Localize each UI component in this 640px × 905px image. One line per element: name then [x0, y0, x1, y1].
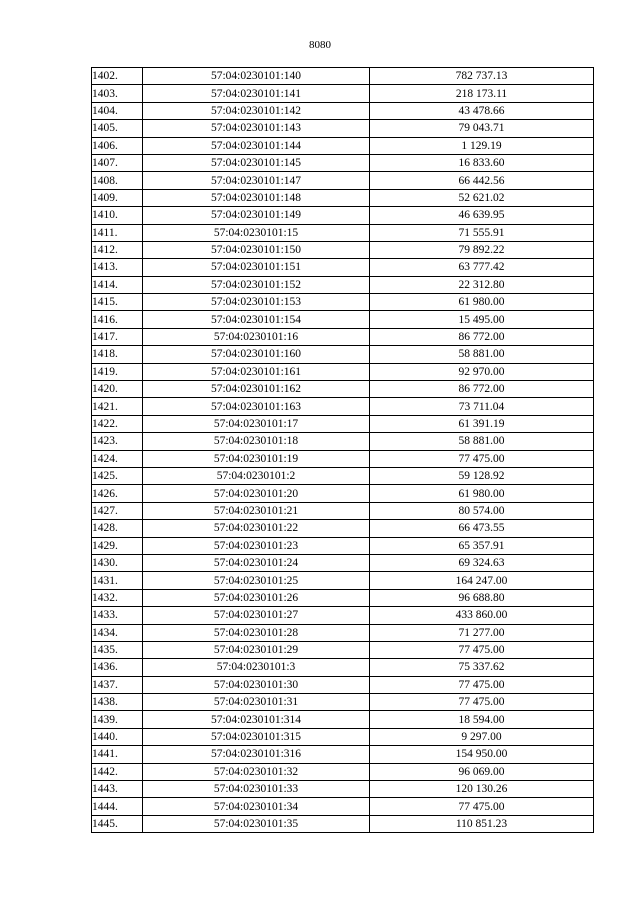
row-number-cell: 1430.: [92, 554, 143, 571]
row-number-cell: 1413.: [92, 259, 143, 276]
table-row: [92, 294, 594, 311]
table-row: [92, 328, 594, 345]
row-number-cell: 1417.: [92, 328, 143, 345]
cadastral-value-cell: 22 312.80: [370, 276, 594, 293]
cadastral-number-cell: 57:04:0230101:154: [143, 311, 370, 328]
table-row: [92, 68, 594, 85]
row-number-cell: 1442.: [92, 763, 143, 780]
table-row: [92, 554, 594, 571]
row-number-cell: 1427.: [92, 502, 143, 519]
row-number-cell: 1441.: [92, 746, 143, 763]
cadastral-number-cell: 57:04:0230101:20: [143, 485, 370, 502]
cadastral-value-cell: 77 475.00: [370, 450, 594, 467]
row-number-cell: 1436.: [92, 659, 143, 676]
table-row: [92, 694, 594, 711]
cadastral-value-cell: 58 881.00: [370, 433, 594, 450]
table-row: [92, 798, 594, 815]
table-row: [92, 381, 594, 398]
cadastral-value-cell: 63 777.42: [370, 259, 594, 276]
cadastral-number-cell: 57:04:0230101:145: [143, 154, 370, 171]
cadastral-number-cell: 57:04:0230101:15: [143, 224, 370, 241]
cadastral-value-cell: 15 495.00: [370, 311, 594, 328]
row-number-cell: 1433.: [92, 607, 143, 624]
row-number-cell: 1423.: [92, 433, 143, 450]
cadastral-value-cell: 66 473.55: [370, 520, 594, 537]
cadastral-value-table: [91, 67, 594, 833]
table-row: [92, 589, 594, 606]
cadastral-number-cell: 57:04:0230101:148: [143, 189, 370, 206]
cadastral-value-cell: 18 594.00: [370, 711, 594, 728]
cadastral-number-cell: 57:04:0230101:151: [143, 259, 370, 276]
table-row: [92, 276, 594, 293]
row-number-cell: 1432.: [92, 589, 143, 606]
table-body: [92, 68, 594, 833]
table-row: [92, 572, 594, 589]
cadastral-value-cell: 61 980.00: [370, 294, 594, 311]
cadastral-value-cell: 71 277.00: [370, 624, 594, 641]
table-row: [92, 172, 594, 189]
cadastral-value-cell: 164 247.00: [370, 572, 594, 589]
row-number-cell: 1411.: [92, 224, 143, 241]
row-number-cell: 1444.: [92, 798, 143, 815]
cadastral-value-cell: 79 892.22: [370, 241, 594, 258]
row-number-cell: 1439.: [92, 711, 143, 728]
row-number-cell: 1402.: [92, 68, 143, 85]
table-row: [92, 781, 594, 798]
cadastral-number-cell: 57:04:0230101:315: [143, 728, 370, 745]
cadastral-number-cell: 57:04:0230101:25: [143, 572, 370, 589]
table-row: [92, 624, 594, 641]
cadastral-value-cell: 96 069.00: [370, 763, 594, 780]
row-number-cell: 1422.: [92, 415, 143, 432]
cadastral-number-cell: 57:04:0230101:16: [143, 328, 370, 345]
table-row: [92, 207, 594, 224]
cadastral-value-cell: 77 475.00: [370, 676, 594, 693]
row-number-cell: 1429.: [92, 537, 143, 554]
table-row: [92, 433, 594, 450]
cadastral-number-cell: 57:04:0230101:24: [143, 554, 370, 571]
cadastral-number-cell: 57:04:0230101:22: [143, 520, 370, 537]
row-number-cell: 1419.: [92, 363, 143, 380]
cadastral-number-cell: 57:04:0230101:21: [143, 502, 370, 519]
row-number-cell: 1445.: [92, 815, 143, 832]
table-row: [92, 154, 594, 171]
cadastral-number-cell: 57:04:0230101:160: [143, 346, 370, 363]
cadastral-value-cell: 433 860.00: [370, 607, 594, 624]
cadastral-number-cell: 57:04:0230101:163: [143, 398, 370, 415]
cadastral-number-cell: 57:04:0230101:35: [143, 815, 370, 832]
row-number-cell: 1437.: [92, 676, 143, 693]
cadastral-value-cell: 61 980.00: [370, 485, 594, 502]
cadastral-value-cell: 61 391.19: [370, 415, 594, 432]
row-number-cell: 1435.: [92, 641, 143, 658]
table-row: [92, 607, 594, 624]
cadastral-number-cell: 57:04:0230101:34: [143, 798, 370, 815]
cadastral-number-cell: 57:04:0230101:150: [143, 241, 370, 258]
cadastral-number-cell: 57:04:0230101:149: [143, 207, 370, 224]
cadastral-value-cell: 59 128.92: [370, 467, 594, 484]
row-number-cell: 1438.: [92, 694, 143, 711]
row-number-cell: 1409.: [92, 189, 143, 206]
row-number-cell: 1414.: [92, 276, 143, 293]
row-number-cell: 1405.: [92, 120, 143, 137]
cadastral-number-cell: 57:04:0230101:152: [143, 276, 370, 293]
row-number-cell: 1407.: [92, 154, 143, 171]
row-number-cell: 1420.: [92, 381, 143, 398]
cadastral-value-cell: 73 711.04: [370, 398, 594, 415]
table-row: [92, 189, 594, 206]
cadastral-number-cell: 57:04:0230101:26: [143, 589, 370, 606]
table-row: [92, 763, 594, 780]
cadastral-value-cell: 218 173.11: [370, 85, 594, 102]
cadastral-value-cell: 1 129.19: [370, 137, 594, 154]
row-number-cell: 1425.: [92, 467, 143, 484]
cadastral-number-cell: 57:04:0230101:19: [143, 450, 370, 467]
table-row: [92, 311, 594, 328]
cadastral-value-cell: 71 555.91: [370, 224, 594, 241]
table-row: [92, 102, 594, 119]
table-row: [92, 415, 594, 432]
cadastral-number-cell: 57:04:0230101:161: [143, 363, 370, 380]
cadastral-number-cell: 57:04:0230101:141: [143, 85, 370, 102]
row-number-cell: 1412.: [92, 241, 143, 258]
cadastral-number-cell: 57:04:0230101:147: [143, 172, 370, 189]
cadastral-number-cell: 57:04:0230101:17: [143, 415, 370, 432]
row-number-cell: 1443.: [92, 781, 143, 798]
table-row: [92, 241, 594, 258]
table-row: [92, 659, 594, 676]
cadastral-value-cell: 77 475.00: [370, 798, 594, 815]
table-row: [92, 120, 594, 137]
cadastral-value-cell: 782 737.13: [370, 68, 594, 85]
row-number-cell: 1434.: [92, 624, 143, 641]
cadastral-number-cell: 57:04:0230101:2: [143, 467, 370, 484]
cadastral-number-cell: 57:04:0230101:27: [143, 607, 370, 624]
cadastral-number-cell: 57:04:0230101:143: [143, 120, 370, 137]
cadastral-number-cell: 57:04:0230101:33: [143, 781, 370, 798]
row-number-cell: 1440.: [92, 728, 143, 745]
row-number-cell: 1416.: [92, 311, 143, 328]
cadastral-value-cell: 58 881.00: [370, 346, 594, 363]
table-row: [92, 676, 594, 693]
cadastral-value-cell: 92 970.00: [370, 363, 594, 380]
cadastral-value-cell: 69 324.63: [370, 554, 594, 571]
cadastral-number-cell: 57:04:0230101:23: [143, 537, 370, 554]
cadastral-number-cell: 57:04:0230101:153: [143, 294, 370, 311]
row-number-cell: 1403.: [92, 85, 143, 102]
cadastral-number-cell: 57:04:0230101:142: [143, 102, 370, 119]
cadastral-number-cell: 57:04:0230101:144: [143, 137, 370, 154]
table-row: [92, 398, 594, 415]
table-row: [92, 641, 594, 658]
table-row: [92, 537, 594, 554]
cadastral-number-cell: 57:04:0230101:314: [143, 711, 370, 728]
cadastral-value-cell: 77 475.00: [370, 641, 594, 658]
cadastral-value-cell: 110 851.23: [370, 815, 594, 832]
cadastral-value-cell: 86 772.00: [370, 328, 594, 345]
cadastral-value-cell: 9 297.00: [370, 728, 594, 745]
cadastral-value-cell: 66 442.56: [370, 172, 594, 189]
cadastral-number-cell: 57:04:0230101:32: [143, 763, 370, 780]
table-row: [92, 502, 594, 519]
cadastral-value-cell: 86 772.00: [370, 381, 594, 398]
table-row: [92, 711, 594, 728]
table-row: [92, 815, 594, 832]
cadastral-value-cell: 79 043.71: [370, 120, 594, 137]
row-number-cell: 1410.: [92, 207, 143, 224]
cadastral-number-cell: 57:04:0230101:31: [143, 694, 370, 711]
cadastral-number-cell: 57:04:0230101:140: [143, 68, 370, 85]
cadastral-value-cell: 96 688.80: [370, 589, 594, 606]
table-row: [92, 450, 594, 467]
row-number-cell: 1404.: [92, 102, 143, 119]
row-number-cell: 1421.: [92, 398, 143, 415]
table-row: [92, 746, 594, 763]
cadastral-value-cell: 77 475.00: [370, 694, 594, 711]
cadastral-value-cell: 52 621.02: [370, 189, 594, 206]
table-row: [92, 224, 594, 241]
page-number: 8080: [309, 39, 331, 51]
row-number-cell: 1406.: [92, 137, 143, 154]
cadastral-value-cell: 80 574.00: [370, 502, 594, 519]
cadastral-number-cell: 57:04:0230101:30: [143, 676, 370, 693]
row-number-cell: 1428.: [92, 520, 143, 537]
table-row: [92, 85, 594, 102]
table-row: [92, 137, 594, 154]
row-number-cell: 1426.: [92, 485, 143, 502]
cadastral-number-cell: 57:04:0230101:316: [143, 746, 370, 763]
cadastral-value-cell: 75 337.62: [370, 659, 594, 676]
table-row: [92, 346, 594, 363]
table-row: [92, 728, 594, 745]
cadastral-value-cell: 16 833.60: [370, 154, 594, 171]
cadastral-value-cell: 154 950.00: [370, 746, 594, 763]
cadastral-value-cell: 65 357.91: [370, 537, 594, 554]
table-row: [92, 467, 594, 484]
cadastral-number-cell: 57:04:0230101:3: [143, 659, 370, 676]
row-number-cell: 1408.: [92, 172, 143, 189]
table-row: [92, 259, 594, 276]
cadastral-value-cell: 43 478.66: [370, 102, 594, 119]
row-number-cell: 1415.: [92, 294, 143, 311]
table-row: [92, 363, 594, 380]
cadastral-number-cell: 57:04:0230101:162: [143, 381, 370, 398]
row-number-cell: 1431.: [92, 572, 143, 589]
table-row: [92, 520, 594, 537]
cadastral-value-cell: 46 639.95: [370, 207, 594, 224]
row-number-cell: 1418.: [92, 346, 143, 363]
cadastral-number-cell: 57:04:0230101:18: [143, 433, 370, 450]
cadastral-number-cell: 57:04:0230101:28: [143, 624, 370, 641]
cadastral-number-cell: 57:04:0230101:29: [143, 641, 370, 658]
table-row: [92, 485, 594, 502]
cadastral-value-cell: 120 130.26: [370, 781, 594, 798]
row-number-cell: 1424.: [92, 450, 143, 467]
